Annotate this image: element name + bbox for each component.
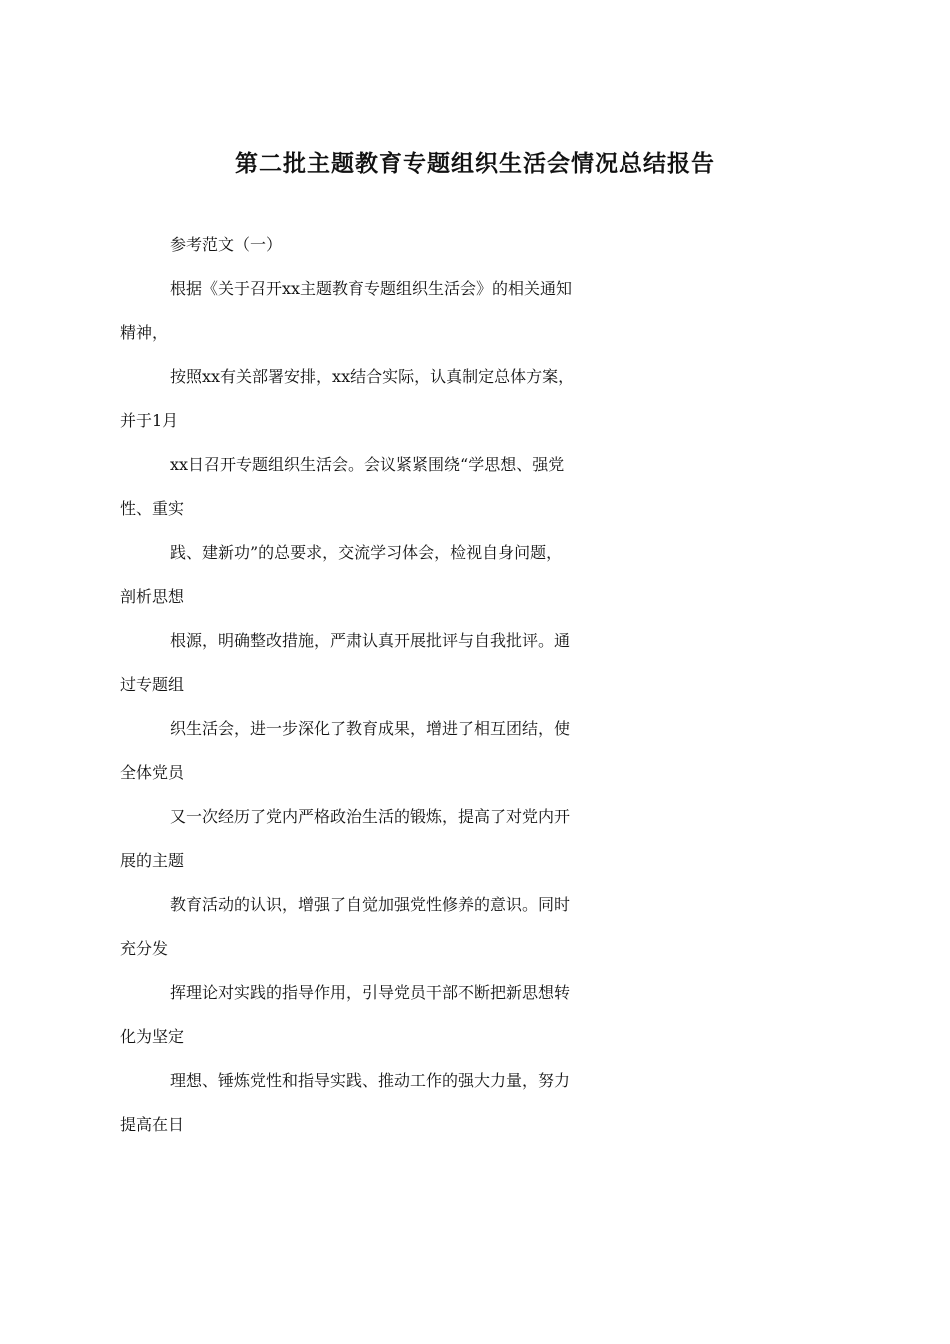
document-title: 第二批主题教育专题组织生活会情况总结报告 <box>235 150 715 177</box>
body-line: 充分发 <box>120 939 169 958</box>
subtitle-line: 参考范文（一） <box>170 235 283 254</box>
body-line: 根源，明确整改措施，严肃认真开展批评与自我批评。通 <box>170 631 571 650</box>
body-line: 剖析思想 <box>120 587 185 606</box>
body-line: 过专题组 <box>120 675 185 694</box>
body-line: 提高在日 <box>120 1115 185 1134</box>
body-line: 全体党员 <box>120 763 185 782</box>
body-line: 挥理论对实践的指导作用，引导党员干部不断把新思想转 <box>170 983 571 1002</box>
body-line: 精神， <box>120 323 169 342</box>
body-line: xx日召开专题组织生活会。会议紧紧围绕“学思想、强党 <box>170 455 565 474</box>
body-line: 化为坚定 <box>120 1027 185 1046</box>
body-line: 按照xx有关部署安排，xx结合实际，认真制定总体方案， <box>170 367 575 386</box>
body-line: 践、建新功”的总要求，交流学习体会，检视自身问题， <box>170 543 563 562</box>
body-line: 并于1月 <box>120 411 179 430</box>
body-line: 教育活动的认识，增强了自觉加强党性修养的意识。同时 <box>170 895 571 914</box>
body-line: 性、重实 <box>120 499 185 518</box>
body-line: 织生活会，进一步深化了教育成果，增进了相互团结，使 <box>170 719 571 738</box>
body-line: 展的主题 <box>120 851 185 870</box>
body-line: 根据《关于召开xx主题教育专题组织生活会》的相关通知 <box>170 279 573 298</box>
body-line: 又一次经历了党内严格政治生活的锻炼，提高了对党内开 <box>170 807 571 826</box>
body-line: 理想、锤炼党性和指导实践、推动工作的强大力量，努力 <box>170 1071 571 1090</box>
document-body <box>120 232 826 1156</box>
